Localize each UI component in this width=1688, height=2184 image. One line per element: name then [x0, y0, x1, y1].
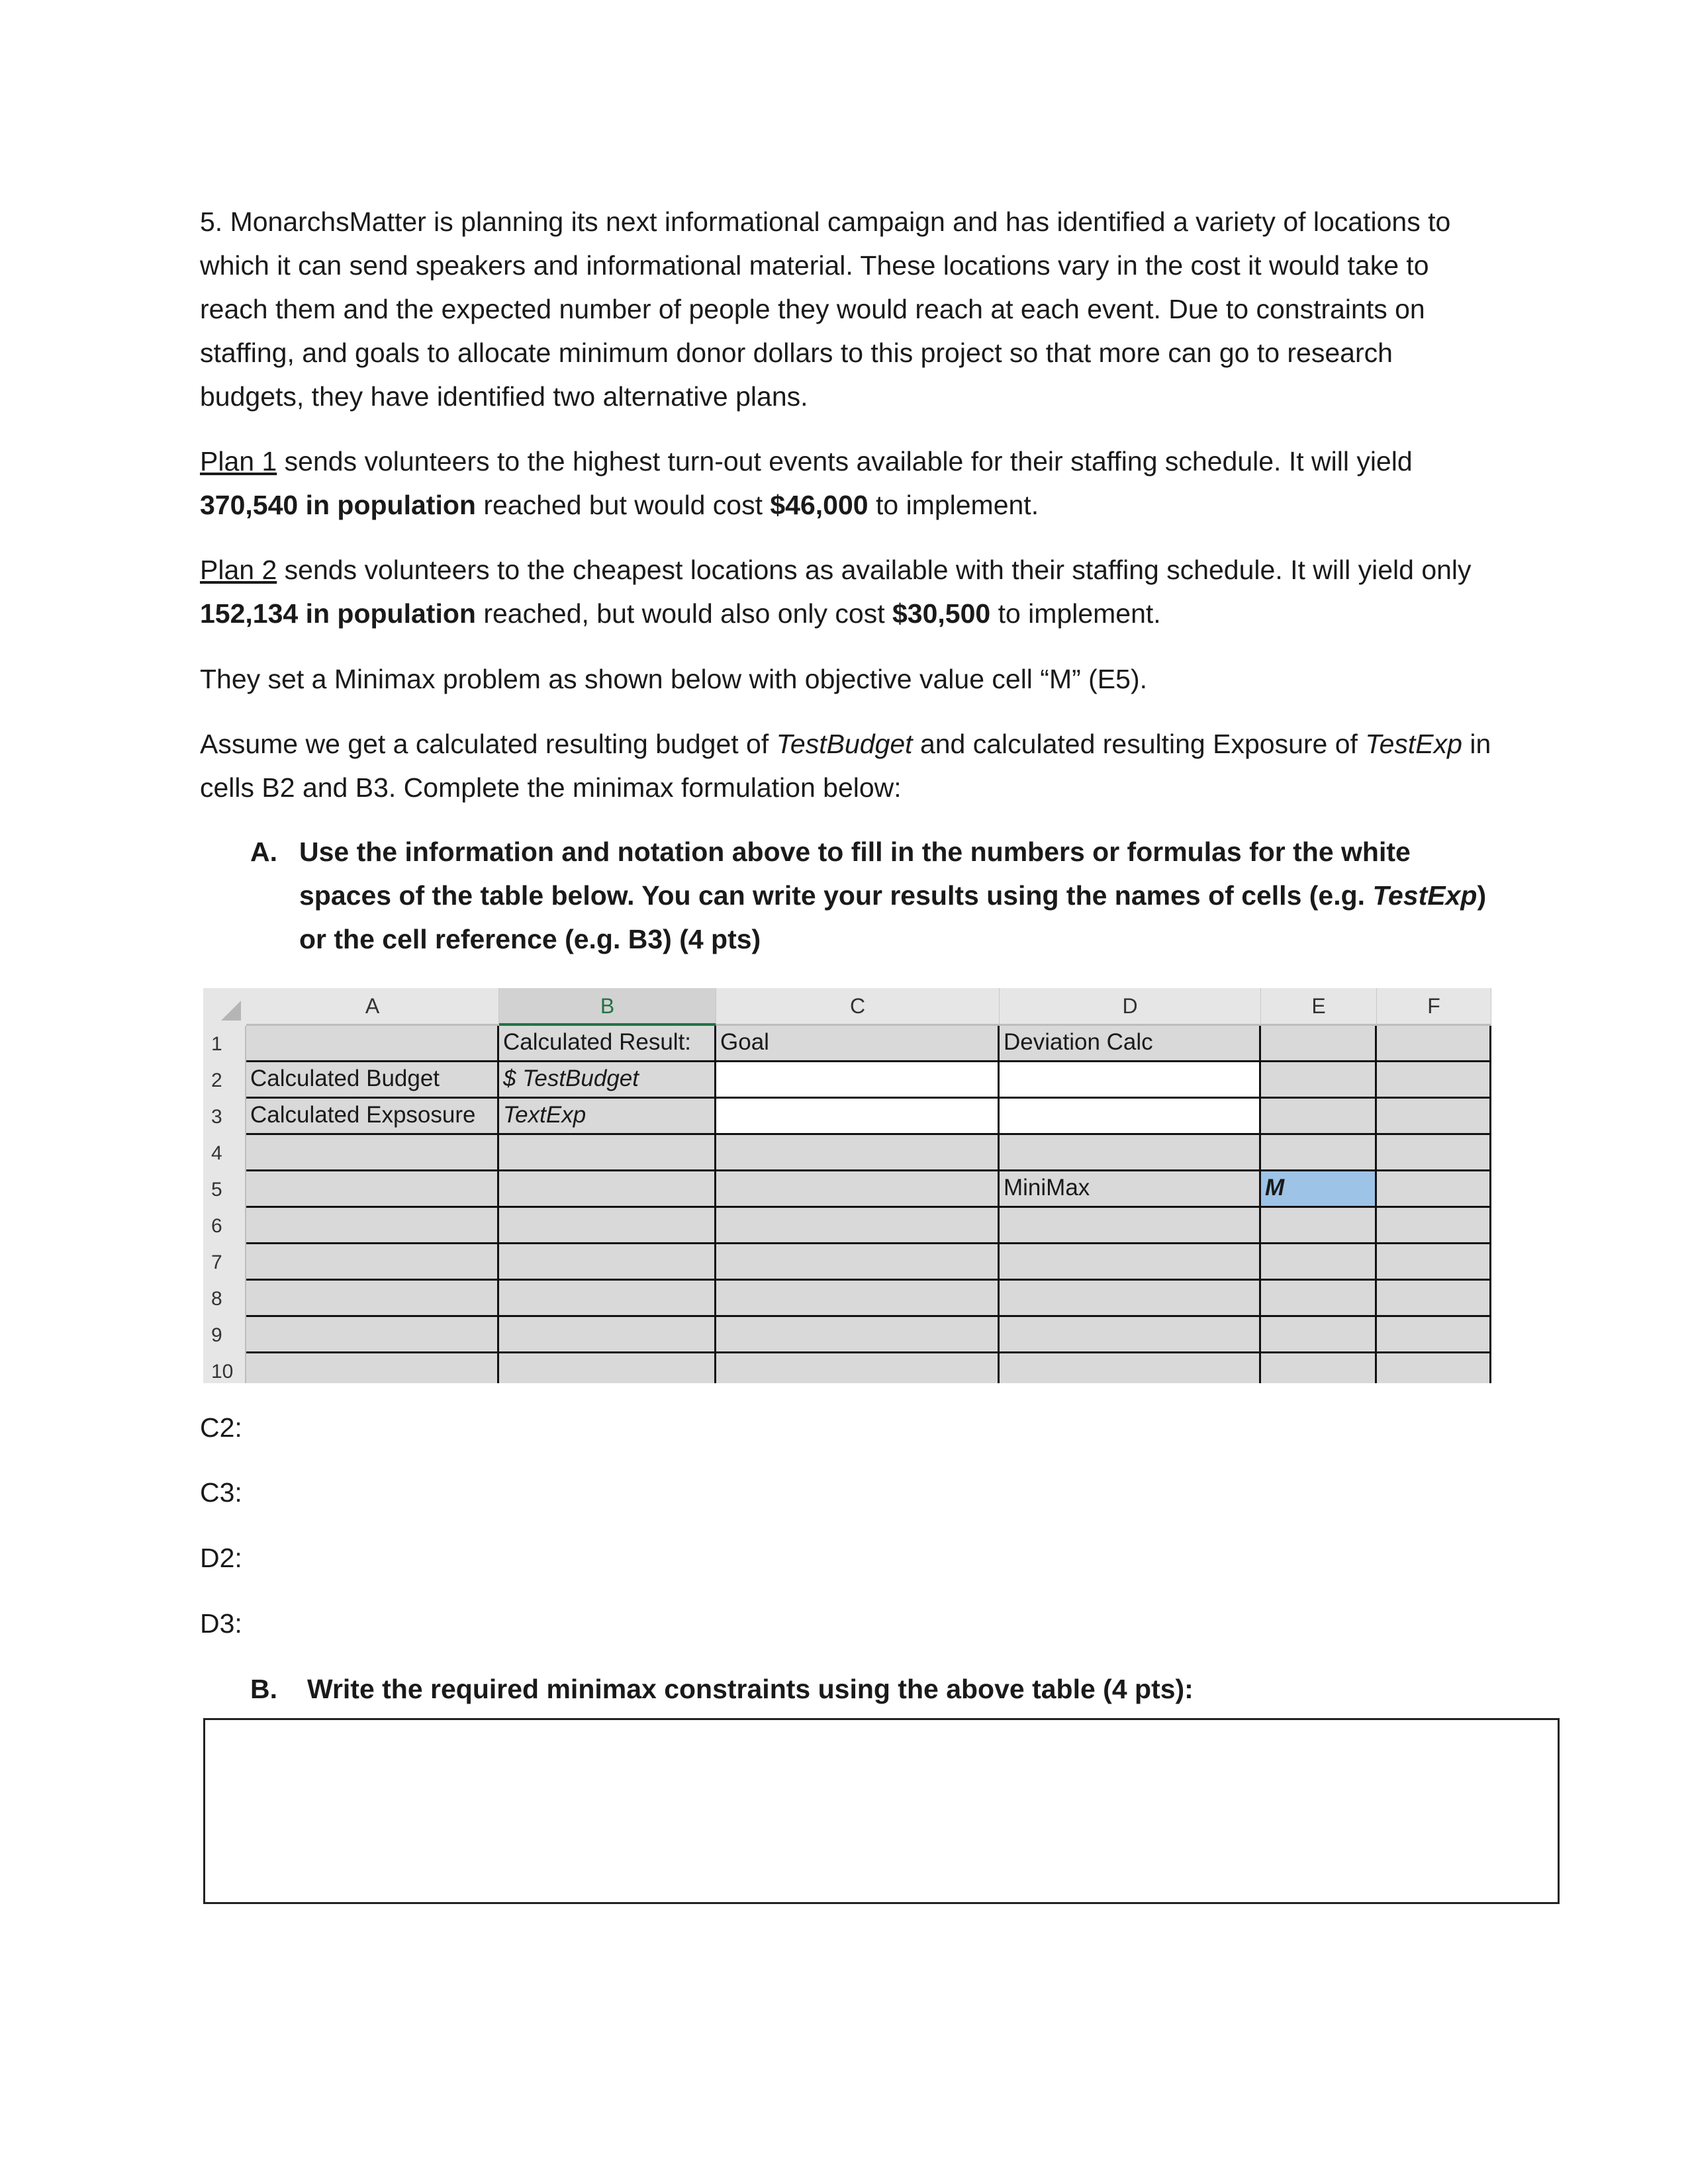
plan2-population: 152,134 in population	[200, 598, 476, 629]
assume-paragraph	[200, 722, 1497, 809]
text: in cells B2 and B3. Complete the minimax formulation below:	[200, 729, 1491, 803]
column-header-a[interactable]: A	[246, 988, 499, 1026]
answer-d3: D3:	[200, 1608, 242, 1639]
row-header-2[interactable]: 2	[203, 1062, 246, 1099]
column-header-c[interactable]: C	[716, 988, 1000, 1026]
part-a-question	[250, 830, 1495, 961]
cell-c5[interactable]	[716, 1171, 1000, 1208]
row-header-7[interactable]: 7	[203, 1244, 246, 1281]
cell-a10[interactable]	[246, 1353, 499, 1383]
cell-a9[interactable]	[246, 1317, 499, 1353]
intro-paragraph: 5. MonarchsMatter is planning its next informational campaign and has identified a variety of locations to which it can send speakers and informational material. These locations vary in the cost it would take to reach them and the expected number of people they would reach at each event. Due to constraints on staffing, and goals to allocate minimum donor dollars to this project so that more can go to research budgets, they have identified two alternative plans.	[200, 206, 1451, 412]
cell-e9[interactable]	[1261, 1317, 1377, 1353]
part-a-text	[299, 830, 1495, 961]
cell-b10[interactable]	[499, 1353, 716, 1383]
cell-f9[interactable]	[1377, 1317, 1491, 1353]
text: sends volunteers to the highest turn-out events available for their staffing schedule. It will yield	[277, 446, 1413, 477]
cell-a5[interactable]	[246, 1171, 499, 1208]
cell-d4[interactable]	[1000, 1135, 1261, 1171]
row-header-5[interactable]: 5	[203, 1171, 246, 1208]
part-b-label: B.	[250, 1674, 277, 1704]
cell-f8[interactable]	[1377, 1281, 1491, 1317]
part-b-question	[250, 1667, 1495, 1711]
column-header-b[interactable]: B	[499, 988, 716, 1026]
cell-e6[interactable]	[1261, 1208, 1377, 1244]
text: ) or the cell reference (e.g. B3) (4 pts)	[299, 880, 1487, 954]
minimax-sentence: They set a Minimax problem as shown below with objective value cell “M” (E5).	[200, 664, 1147, 694]
cell-d8[interactable]	[1000, 1281, 1261, 1317]
row-header-4[interactable]: 4	[203, 1135, 246, 1171]
cell-c2[interactable]	[716, 1062, 1000, 1099]
cell-d6[interactable]	[1000, 1208, 1261, 1244]
cell-c4[interactable]	[716, 1135, 1000, 1171]
cell-a6[interactable]	[246, 1208, 499, 1244]
answer-box[interactable]	[203, 1718, 1560, 1904]
text: reached but would cost	[475, 490, 771, 520]
text: Use the information and notation above to fill in the numbers or formulas for the white spaces of the table below. You can write your results using the names of cells (e.g.	[299, 837, 1411, 911]
cell-c6[interactable]	[716, 1208, 1000, 1244]
cell-f5[interactable]	[1377, 1171, 1491, 1208]
answer-c3: C3:	[200, 1477, 242, 1508]
cell-e5[interactable]: M	[1261, 1171, 1377, 1208]
cell-b3[interactable]: TextExp	[499, 1099, 716, 1135]
cell-b9[interactable]	[499, 1317, 716, 1353]
cell-d2[interactable]	[1000, 1062, 1261, 1099]
row-header-1[interactable]: 1	[203, 1026, 246, 1062]
testexp-term: TestExp	[1372, 880, 1477, 911]
cell-c9[interactable]	[716, 1317, 1000, 1353]
cell-f6[interactable]	[1377, 1208, 1491, 1244]
cell-c7[interactable]	[716, 1244, 1000, 1281]
column-header-f[interactable]: F	[1377, 988, 1491, 1026]
cell-a4[interactable]	[246, 1135, 499, 1171]
cell-d1[interactable]: Deviation Calc	[1000, 1026, 1261, 1062]
text: and calculated resulting Exposure of	[912, 729, 1366, 759]
cell-b6[interactable]	[499, 1208, 716, 1244]
cell-d3[interactable]	[1000, 1099, 1261, 1135]
plan1-population: 370,540 in population	[200, 490, 476, 520]
plan2-label: Plan 2	[200, 555, 277, 585]
part-b-text: Write the required minimax constraints using the above table (4 pts):	[307, 1674, 1194, 1704]
cell-e8[interactable]	[1261, 1281, 1377, 1317]
plan1-cost: $46,000	[770, 490, 868, 520]
part-a-label: A.	[250, 837, 277, 867]
cell-e10[interactable]	[1261, 1353, 1377, 1383]
cell-a1[interactable]	[246, 1026, 499, 1062]
cell-a2[interactable]: Calculated Budget	[246, 1062, 499, 1099]
row-header-3[interactable]: 3	[203, 1099, 246, 1135]
plan2-cost: $30,500	[892, 598, 991, 629]
cell-d10[interactable]	[1000, 1353, 1261, 1383]
text: to implement.	[990, 598, 1161, 629]
cell-f2[interactable]	[1377, 1062, 1491, 1099]
text: Assume we get a calculated resulting budget of	[200, 729, 776, 759]
cell-a7[interactable]	[246, 1244, 499, 1281]
cell-f3[interactable]	[1377, 1099, 1491, 1135]
cell-e7[interactable]	[1261, 1244, 1377, 1281]
answer-d2: D2:	[200, 1543, 242, 1573]
cell-b2[interactable]: $ TestBudget	[499, 1062, 716, 1099]
cell-d7[interactable]	[1000, 1244, 1261, 1281]
cell-e2[interactable]	[1261, 1062, 1377, 1099]
cell-e1[interactable]	[1261, 1026, 1377, 1062]
column-header-e[interactable]: E	[1261, 988, 1377, 1026]
cell-a8[interactable]	[246, 1281, 499, 1317]
cell-a3[interactable]: Calculated Expsosure	[246, 1099, 499, 1135]
cell-d5[interactable]: MiniMax	[1000, 1171, 1261, 1208]
cell-c3[interactable]	[716, 1099, 1000, 1135]
cell-b4[interactable]	[499, 1135, 716, 1171]
cell-e3[interactable]	[1261, 1099, 1377, 1135]
cell-b1[interactable]: Calculated Result:	[499, 1026, 716, 1062]
cell-c1[interactable]: Goal	[716, 1026, 1000, 1062]
select-all-corner[interactable]	[203, 988, 246, 1026]
cell-b5[interactable]	[499, 1171, 716, 1208]
spreadsheet-table	[203, 988, 1491, 1383]
cell-f4[interactable]	[1377, 1135, 1491, 1171]
testbudget-term: TestBudget	[776, 729, 913, 759]
cell-c10[interactable]	[716, 1353, 1000, 1383]
answer-c2: C2:	[200, 1412, 242, 1443]
column-header-d[interactable]: D	[1000, 988, 1261, 1026]
cell-b7[interactable]	[499, 1244, 716, 1281]
cell-c8[interactable]	[716, 1281, 1000, 1317]
cell-d9[interactable]	[1000, 1317, 1261, 1353]
row-header-6[interactable]: 6	[203, 1208, 246, 1244]
row-header-10[interactable]: 10	[203, 1353, 246, 1383]
plan1-label: Plan 1	[200, 446, 277, 477]
row-header-8[interactable]: 8	[203, 1281, 246, 1317]
text: to implement.	[868, 490, 1039, 520]
plan1-paragraph	[200, 439, 1497, 527]
cell-f1[interactable]	[1377, 1026, 1491, 1062]
cell-e4[interactable]	[1261, 1135, 1377, 1171]
cell-f10[interactable]	[1377, 1353, 1491, 1383]
cell-b8[interactable]	[499, 1281, 716, 1317]
row-header-9[interactable]: 9	[203, 1317, 246, 1353]
testexp-term: TestExp	[1365, 729, 1462, 759]
plan2-paragraph	[200, 548, 1497, 635]
text: sends volunteers to the cheapest locations as available with their staffing schedule. It will yield only	[277, 555, 1472, 585]
text: reached, but would also only cost	[475, 598, 892, 629]
cell-f7[interactable]	[1377, 1244, 1491, 1281]
